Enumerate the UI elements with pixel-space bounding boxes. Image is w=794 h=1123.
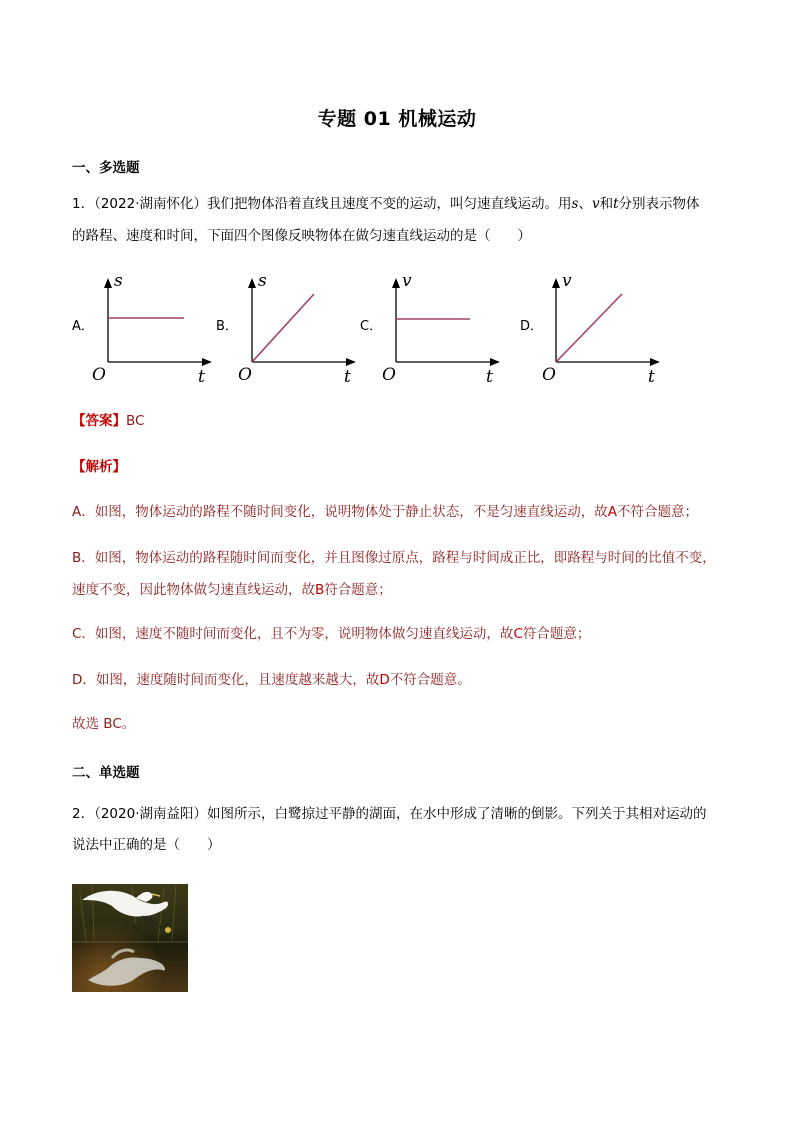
analysis-a: A．如图，物体运动的路程不随时间变化，说明物体处于静止状态，不是匀速直线运动，故A不符合题意； [72, 504, 698, 520]
section-heading-single-choice: 二、单选题 [72, 765, 140, 781]
origin-label: O [382, 365, 396, 385]
question-text: 我们把物体沿着直线且速度不变的运动，叫匀速直线运动。用 [207, 196, 572, 212]
question-2-line-2: 说法中正确的是（ ） [72, 837, 221, 853]
question-source: （2022·湖南怀化） [94, 196, 207, 212]
x-axis-label: t [344, 367, 351, 387]
question-2-line-1 [72, 804, 707, 824]
origin-label: O [542, 365, 556, 385]
question-source: （2020·湖南益阳） [94, 806, 207, 822]
origin-label: O [92, 365, 106, 385]
var-s: s [571, 196, 579, 212]
page-title: 专题 01 机械运动 [317, 108, 477, 130]
y-axis-label: s [114, 271, 123, 291]
graph-line [252, 294, 314, 362]
option-b-graph [234, 268, 364, 386]
analysis-b-line-2: 速度不变，因此物体做匀速直线运动，故B符合题意； [72, 582, 392, 598]
graph-line [556, 294, 622, 362]
var-v: v [591, 196, 600, 212]
analysis-c: C．如图，速度不随时间而变化，且不为零，说明物体做匀速直线运动，故C符合题意； [72, 626, 591, 642]
question-text: 如图所示，白鹭掠过平静的湖面，在水中形成了清晰的倒影。下列关于其相对运动的 [207, 806, 707, 822]
var-t: t [613, 196, 619, 212]
question-1-line-1: 1．（2022·湖南怀化）我们把物体沿着直线且速度不变的运动，叫匀速直线运动。用s、v和t分别表示物体 [72, 196, 700, 212]
analysis-conclusion: 故选 BC。 [72, 716, 136, 732]
y-axis-label: s [258, 271, 267, 291]
option-a-graph [90, 268, 220, 386]
option-b-label: B． [216, 319, 238, 334]
answer-value: BC [126, 413, 145, 429]
x-axis-label: t [648, 367, 655, 387]
option-c-label: C． [360, 319, 383, 334]
y-axis-label: v [402, 271, 412, 291]
question-1-line-2: 的路程、速度和时间，下面四个图像反映物体在做匀速直线运动的是（ ） [72, 228, 531, 244]
option-d-label: D． [520, 319, 544, 334]
option-a-label: A． [72, 319, 94, 334]
analysis-label: 【解析】 [72, 459, 126, 475]
y-axis-label: v [562, 271, 572, 291]
option-c-graph [378, 268, 508, 386]
x-axis-label: t [486, 367, 493, 387]
option-d-graph [538, 268, 668, 386]
origin-label: O [238, 365, 252, 385]
analysis-d: D．如图，速度随时间而变化，且速度越来越大，故D不符合题意。 [72, 672, 471, 688]
question-number: 2． [72, 806, 95, 822]
answer [72, 411, 144, 431]
egret-photo [72, 884, 188, 992]
question-number: 1． [72, 196, 95, 212]
section-heading-multiple-choice: 一、多选题 [72, 160, 140, 176]
x-axis-label: t [198, 367, 205, 387]
answer-label: 【答案】 [72, 413, 126, 429]
analysis-b-line-1: B．如图，物体运动的路程随时间而变化，并且图像过原点，路程与时间成正比，即路程与时间的比值不变， [72, 550, 716, 566]
